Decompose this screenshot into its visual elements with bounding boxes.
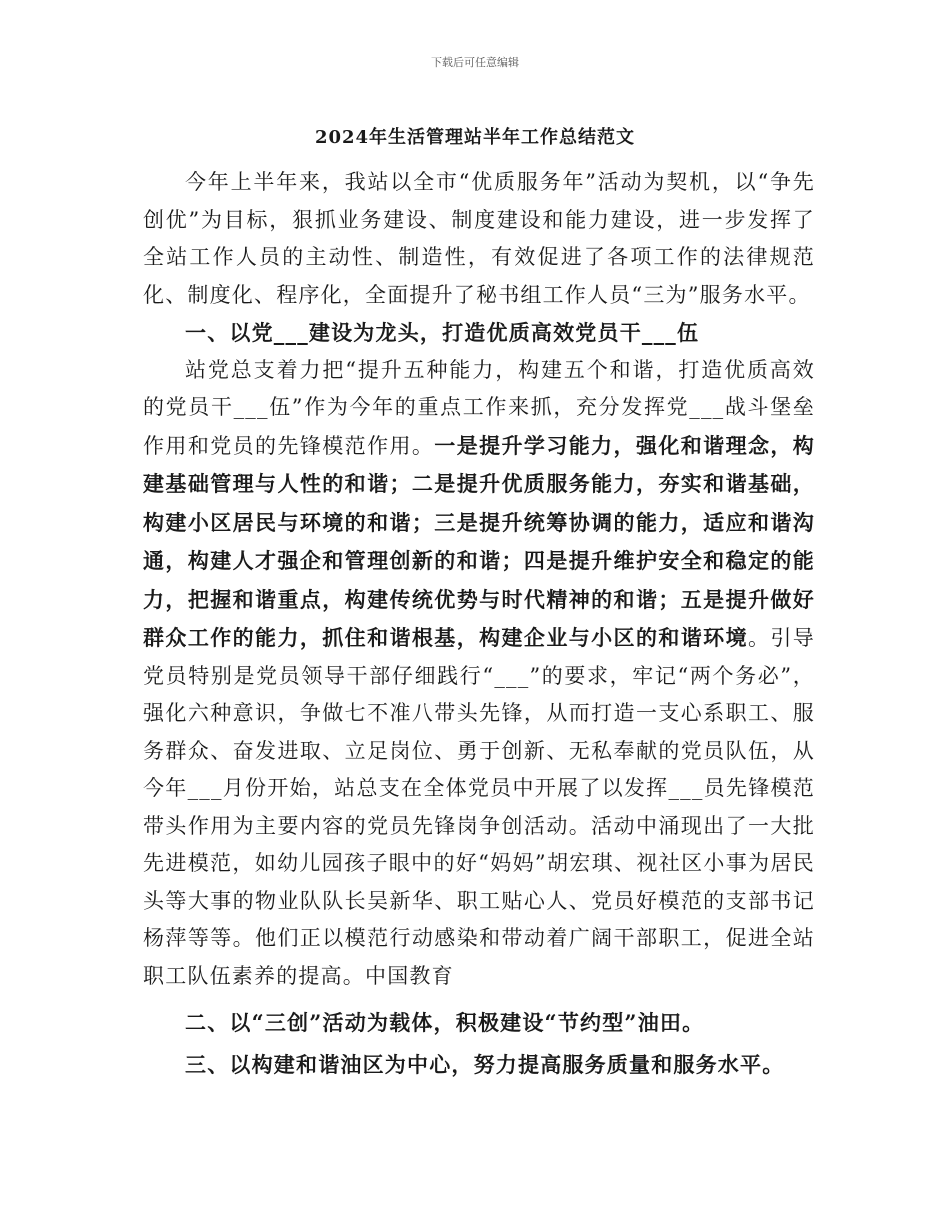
section-3-heading: 三、以构建和谐油区为中心，努力提高服务质量和服务水平。 (185, 1051, 785, 1077)
intro-paragraph: 今年上半年来，我站以全市“优质服务年”活动为契机，以“争先创优”为目标，狠抓业务建设、制度建设和能力建设，进一步发挥了全站工作人员的主动性、制造性，有效促进了各项工作的法律规范化、制度化、程序化，全面提升了秘书组工作人员“三为”服务水平。 (143, 170, 815, 307)
section-2-heading: 二、以“三创”活动为载体，积极建设“节约型”油田。 (185, 1010, 705, 1035)
section-1-lead-text: 站党总支着力把“提升五种能力，构建五个和谐，打造优质高效的党员干___伍”作为今年的重点工作来抓，充分发挥党___战斗堡垒作用和党员的先锋模范作用。 (143, 357, 815, 458)
section-1-bold-text: 一是提升学习能力，强化和谐理念，构建基础管理与人性的和谐；二是提升优质服务能力，夯实和谐基础，构建小区居民与环境的和谐；三是提升统筹协调的能力，适应和谐沟通，构建人才强企和管理创新的和谐；四是提升维护安全和稳定的能力，把握和谐重点，构建传统优势与时代精神的和谐；五是提升做好群众工作的能力，抓住和谐根基，构建企业与小区的和谐环境 (143, 432, 815, 650)
document-title: 2024年生活管理站半年工作总结范文 (314, 127, 636, 148)
section-1-paragraph (143, 352, 815, 996)
section-1-tail-text: 。引导党员特别是党员领导干部仔细践行“___”的要求，牢记“两个务必”，强化六种意识，争做七不准八带头先锋，从而打造一支心系职工、服务群众、奋发进取、立足岗位、勇于创新、无私奉献的党员队伍，从今年___月份开始，站总支在全体党员中开展了以发挥___员先锋模范带头作用为主要内容的党员先锋岗争创活动。活动中涌现出了一大批先进模范，如幼儿园孩子眼中的好“妈妈”胡宏琪、视社区小事为居民头等大事的物业队队长吴新华、职工贴心人、党员好模范的支部书记杨萍等等。他们正以模范行动感染和带动着广阔干部职工，促进全站职工队伍素养的提高。中国教育 (143, 626, 815, 988)
header-note: 下载后可任意编辑 (431, 56, 519, 69)
section-1-heading: 一、以党___建设为龙头，打造优质高效党员干___伍 (185, 320, 700, 345)
document-body (143, 164, 815, 1083)
